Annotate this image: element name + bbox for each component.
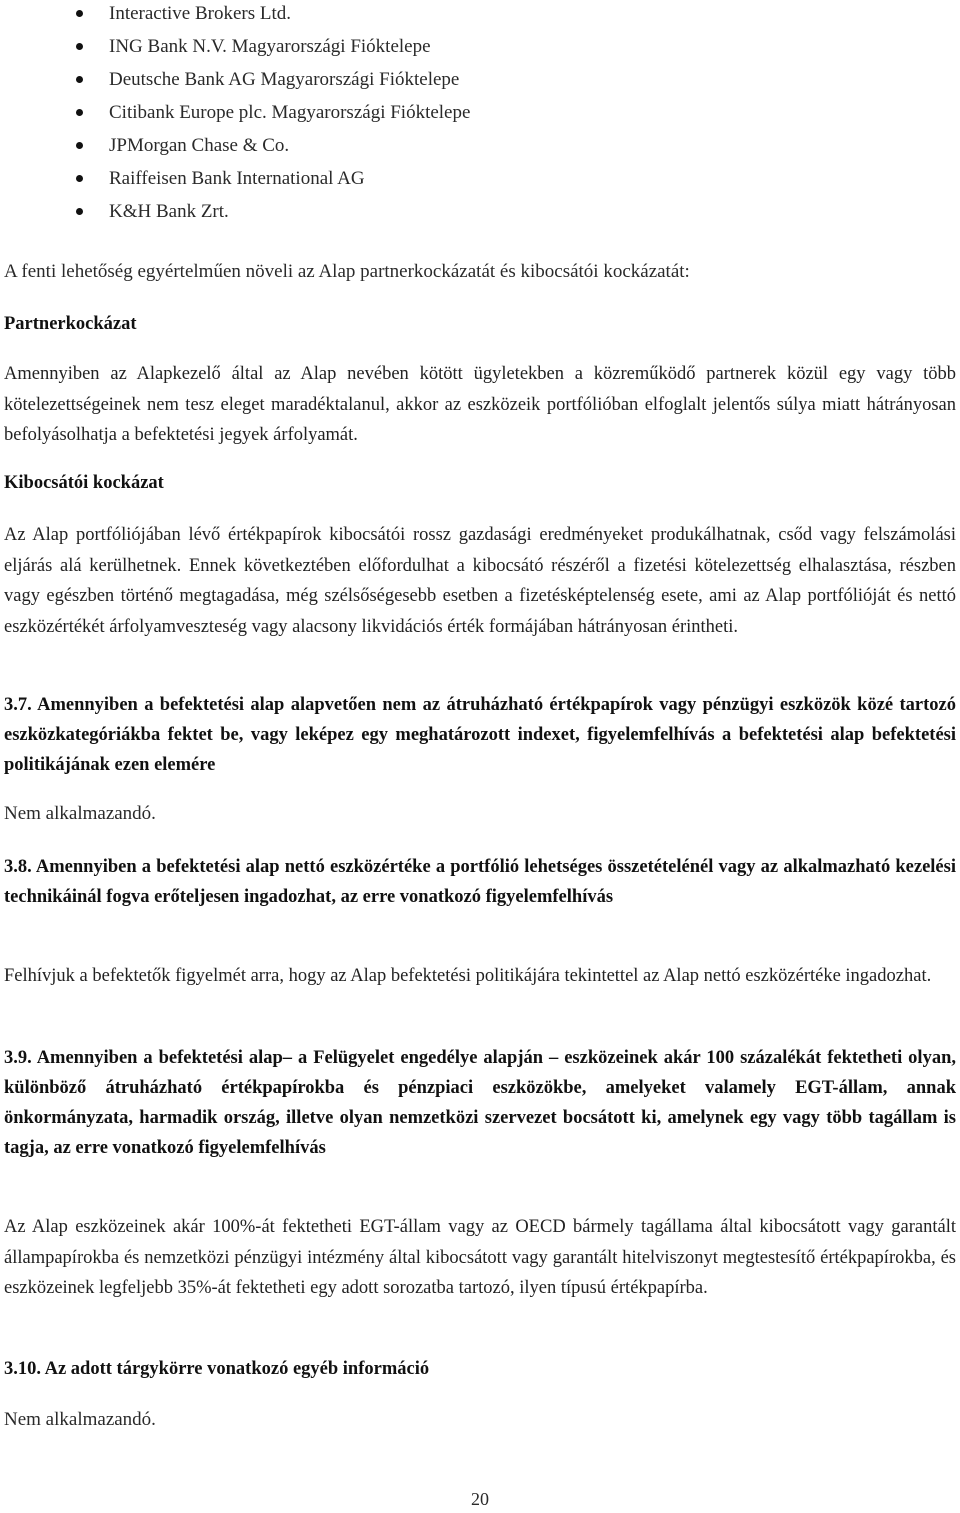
list-item: [0, 66, 700, 96]
section-3-7-heading: 3.7. Amennyiben a befektetési alap alapvetően nem az átruházható értékpapírok vagy pénzügyi eszközök közé tartozó eszközkategóriákba fektet be, vagy leképez egy meghatározott indexet, figyelemfelhívás a befektetési alap befektetési politikájának ezen elemére: [4, 695, 956, 775]
list-item: [0, 132, 700, 162]
section-3-10-text: Nem alkalmazandó.: [4, 1409, 156, 1430]
section-3-10-heading: 3.10. Az adott tárgykörre vonatkozó egyéb információ: [4, 1359, 430, 1379]
bullet-icon: [76, 208, 83, 215]
section-3-7-text: Nem alkalmazandó.: [4, 803, 156, 824]
intro-paragraph: A fenti lehetőség egyértelműen növeli az Alap partnerkockázatát és kibocsátói kockázatát:: [4, 261, 690, 282]
list-item-text: JPMorgan Chase & Co.: [109, 135, 290, 156]
list-item-text: Citibank Europe plc. Magyarországi Fióktelepe: [109, 102, 471, 123]
bullet-icon: [76, 175, 83, 182]
section-3-9-text: Az Alap eszközeinek akár 100%-át fektetheti EGT-állam vagy az OECD bármely tagállama által kibocsátott vagy garantált állampapírokba és nemzetközi pénzügyi intézmény által kibocsátott vagy garantált hitelviszonyt megtestesítő értékpapírokba, és eszközeinek legfeljebb 35%-át fektetheti egy adott sorozatba tartozó, ilyen típusú értékpapírba.: [4, 1217, 956, 1298]
bullet-icon: [76, 109, 83, 116]
list-item: [0, 165, 700, 195]
bullet-icon: [76, 10, 83, 17]
section-3-8-text: Felhívjuk a befektetők figyelmét arra, hogy az Alap befektetési politikájára tekintettel az Alap nettó eszközértéke ingadozhat.: [4, 966, 932, 986]
bullet-icon: [76, 43, 83, 50]
list-item-text: K&H Bank Zrt.: [109, 201, 229, 222]
section-3-8-heading: 3.8. Amennyiben a befektetési alap nettó eszközértéke a portfólió lehetséges összetételénél vagy az alkalmazható kezelési technikáinál fogva erőteljesen ingadozhat, az erre vonatkozó figyelemfelhívás: [4, 857, 956, 907]
list-item-text: ING Bank N.V. Magyarországi Fióktelepe: [109, 36, 431, 57]
issuer-risk-text: Az Alap portfóliójában lévő értékpapírok kibocsátói rossz gazdasági eredményeket produkálhatnak, csőd vagy felszámolási eljárás alá kerülhetnek. Ennek következtében előfordulhat a kibocsátó részéről a fizetési kötelezettség elhalasztása, részben vagy egészben történő megtagadása, még szélsőségesebb esetben a fizetésképtelenség esete, ami az Alap portfólióját és nettó eszközértékét árfolyamveszteség vagy alacsony likvidációs érték formájában hátrányosan érintheti.: [4, 525, 956, 637]
list-item: [0, 33, 700, 63]
issuer-risk-heading: Kibocsátói kockázat: [4, 473, 164, 493]
partner-risk-heading: Partnerkockázat: [4, 314, 137, 334]
bullet-icon: [76, 76, 83, 83]
section-3-9-heading: 3.9. Amennyiben a befektetési alap– a Felügyelet engedélye alapján – eszközeinek akár 100 százalékát fektetheti olyan, különböző átruházható értékpapírokba és pénzpiaci eszközökbe, amelyeket valamely EGT-állam, annak önkormányzata, harmadik ország, illetve olyan nemzetközi szervezet bocsátott ki, amelynek egy vagy több tagállam is tagja, az erre vonatkozó figyelemfelhívás: [4, 1048, 956, 1158]
partner-risk-text: Amennyiben az Alapkezelő által az Alap nevében kötött ügyletekben a közreműködő partnerek közül egy vagy több kötelezettségeinek nem tesz eleget maradéktalanul, akkor az eszközeik portfólióban elfoglalt jelentős súlya miatt hátrányosan befolyásolhatja a befektetési jegyek árfolyamát.: [4, 364, 956, 445]
list-item-text: Interactive Brokers Ltd.: [109, 3, 292, 24]
bullet-icon: [76, 142, 83, 149]
list-item: [0, 0, 700, 30]
page-number: 20: [471, 1489, 489, 1509]
list-item: [0, 99, 700, 129]
list-item-text: Deutsche Bank AG Magyarországi Fióktelepe: [109, 69, 460, 90]
list-item: [0, 198, 700, 228]
list-item-text: Raiffeisen Bank International AG: [109, 168, 365, 189]
